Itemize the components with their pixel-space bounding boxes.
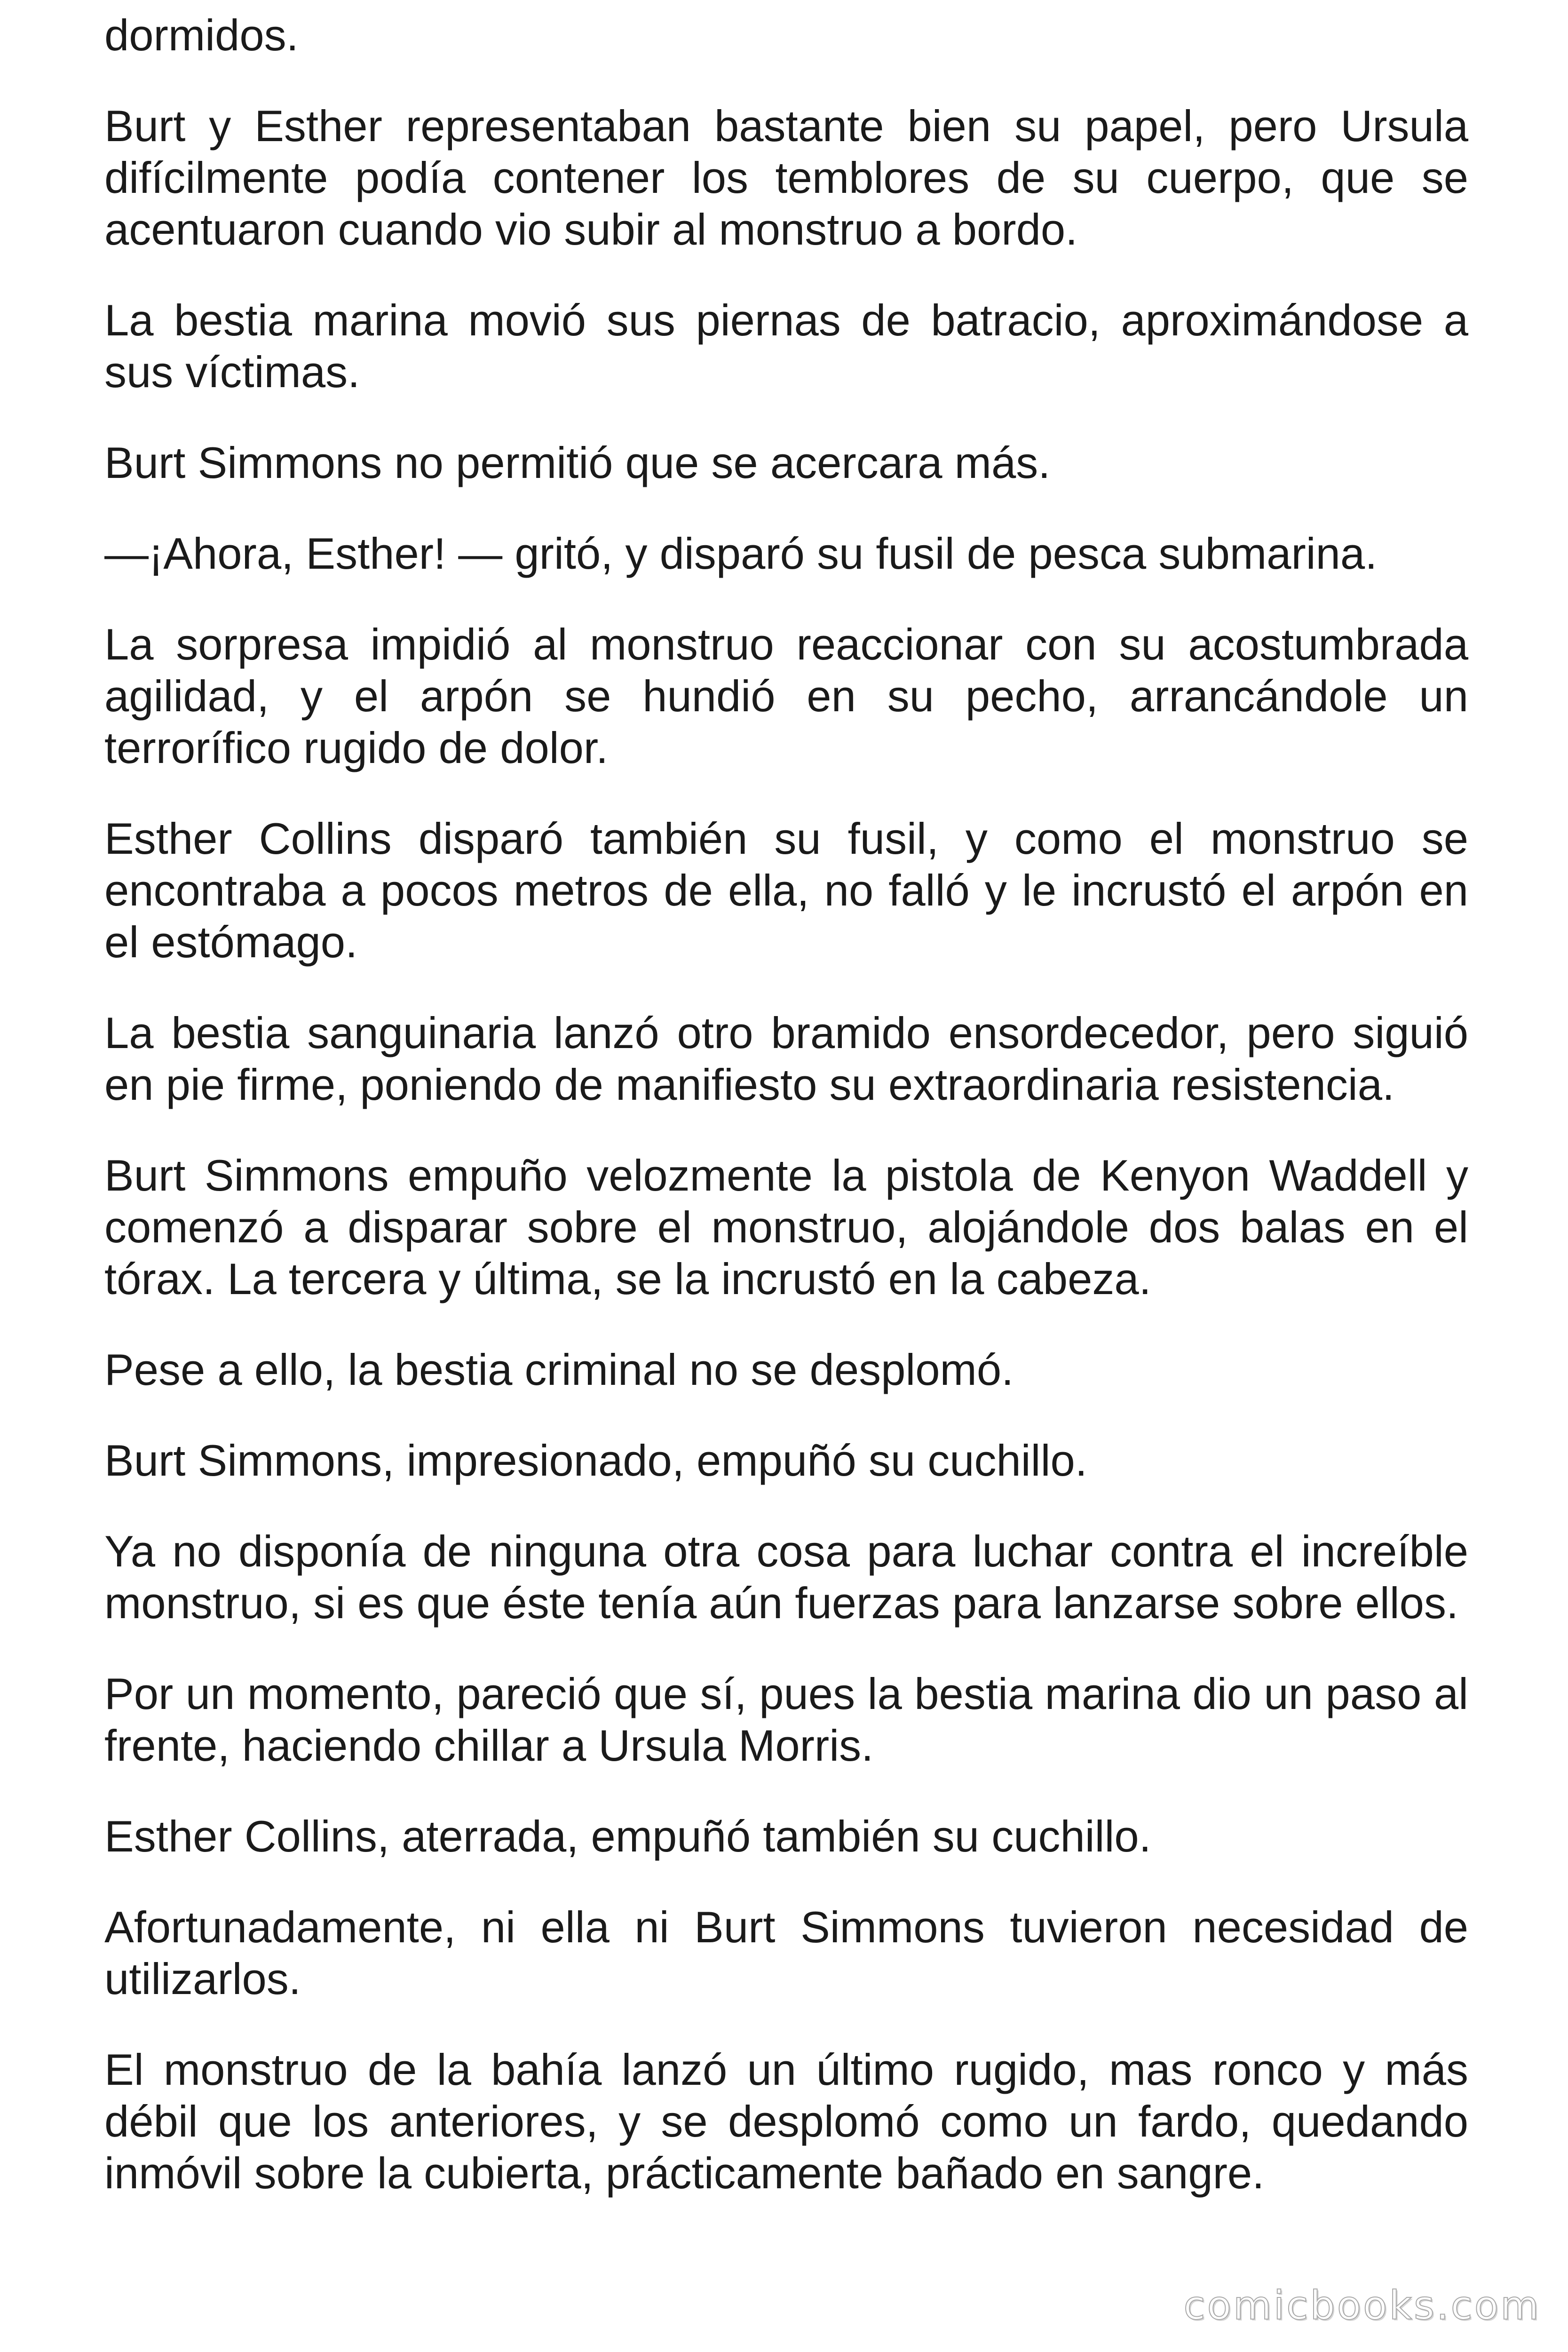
paragraph-7: Esther Collins disparó también su fusil, y como el monstruo se encontraba a pocos metros de ella, no falló y le incrustó el arpón en el estómago.	[104, 814, 1468, 967]
paragraph-4: Burt Simmons no permitió que se acercara más.	[104, 438, 1051, 487]
paragraph-10: Pese a ello, la bestia criminal no se desplomó.	[104, 1345, 1014, 1394]
paragraph-12: Ya no disponía de ninguna otra cosa para luchar contra el increíble monstruo, si es que éste tenía aún fuerzas para lanzarse sobre ellos.	[104, 1526, 1468, 1628]
paragraph-2: Burt y Esther representaban bastante bien su papel, pero Ursula difícilmente podía contener los temblores de su cuerpo, que se acentuaron cuando vio subir al monstruo a bordo.	[104, 101, 1468, 254]
paragraph-3: La bestia marina movió sus piernas de batracio, aproximándose a sus víctimas.	[104, 295, 1468, 397]
paragraph-5: —¡Ahora, Esther! — gritó, y disparó su fusil de pesca submarina.	[104, 529, 1378, 578]
site-watermark: comicbooks.com	[1183, 2282, 1541, 2328]
paragraph-14: Esther Collins, aterrada, empuñó también su cuchillo.	[104, 1812, 1151, 1861]
paragraph-8: La bestia sanguinaria lanzó otro bramido ensordecedor, pero siguió en pie firme, poniendo de manifiesto su extraordinaria resistencia.	[104, 1008, 1468, 1109]
paragraph-9: Burt Simmons empuño velozmente la pistola de Kenyon Waddell y comenzó a disparar sobre el monstruo, alojándole dos balas en el tórax. La tercera y última, se la incrustó en la cabeza.	[104, 1151, 1468, 1303]
paragraph-11: Burt Simmons, impresionado, empuñó su cuchillo.	[104, 1436, 1087, 1485]
body-text	[104, 9, 1468, 2238]
paragraph-15: Afortunadamente, ni ella ni Burt Simmons tuvieron necesidad de utilizarlos.	[104, 1902, 1468, 2003]
paragraph-16: El monstruo de la bahía lanzó un último rugido, mas ronco y más débil que los anteriores, y se desplomó como un fardo, quedando inmóvil sobre la cubierta, prácticamente bañado en sangre.	[104, 2045, 1468, 2198]
paragraph-1: dormidos.	[104, 10, 299, 60]
paragraph-13: Por un momento, pareció que sí, pues la bestia marina dio un paso al frente, haciendo chillar a Ursula Morris.	[104, 1669, 1468, 1770]
paragraph-6: La sorpresa impidió al monstruo reaccionar con su acostumbrada agilidad, y el arpón se hundió en su pecho, arrancándole un terrorífico rugido de dolor.	[104, 620, 1468, 772]
